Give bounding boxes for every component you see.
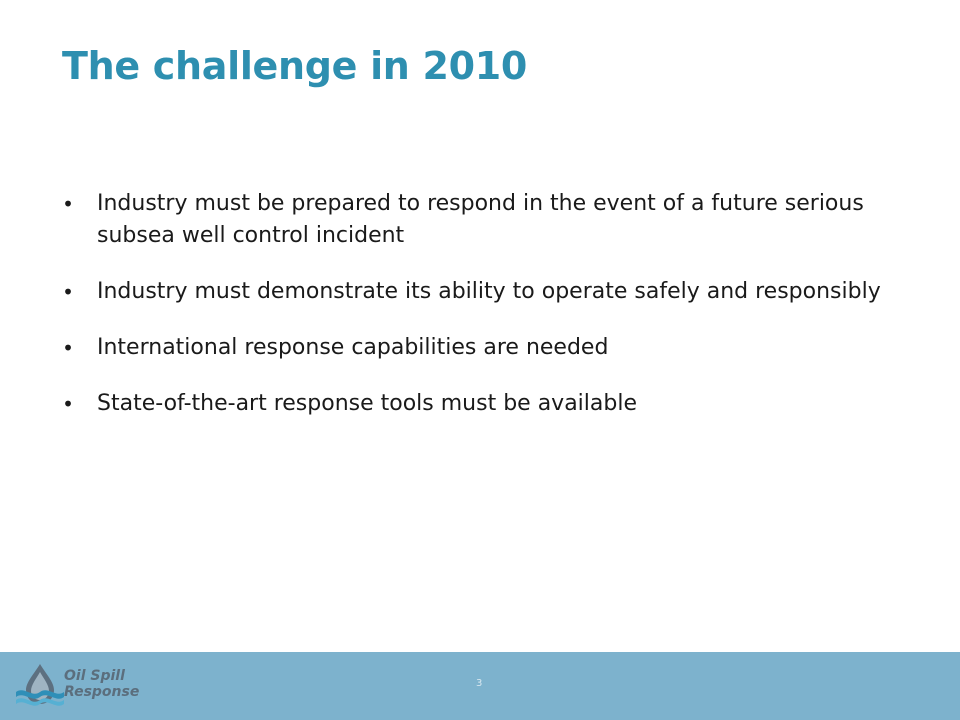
bullet-dot-icon: • xyxy=(62,392,74,416)
bullet-item xyxy=(62,388,922,420)
logo-wordmark xyxy=(64,668,139,700)
bullet-dot-icon: • xyxy=(62,192,74,216)
oil-drop-wave-icon xyxy=(14,662,64,710)
company-logo xyxy=(14,662,144,710)
bullet-item xyxy=(62,332,922,364)
slide-title: The challenge in 2010 xyxy=(62,44,528,88)
bullet-text: International response capabilities are needed xyxy=(97,335,609,360)
bullet-item xyxy=(62,276,922,308)
footer-bar xyxy=(0,652,960,720)
logo-line-2: Response xyxy=(64,684,140,700)
page-number: 3 xyxy=(476,678,483,689)
bullet-dot-icon: • xyxy=(62,336,74,360)
bullet-dot-icon: • xyxy=(62,280,74,304)
bullet-text: Industry must demonstrate its ability to operate safely and responsibly xyxy=(97,279,881,304)
bullet-text: State-of-the-art response tools must be available xyxy=(97,391,637,416)
bullet-text: Industry must be prepared to respond in the event of a future serious subsea well control incident xyxy=(97,191,864,248)
logo-line-1: Oil Spill xyxy=(64,668,125,684)
bullet-list xyxy=(62,188,922,444)
bullet-item xyxy=(62,188,922,252)
